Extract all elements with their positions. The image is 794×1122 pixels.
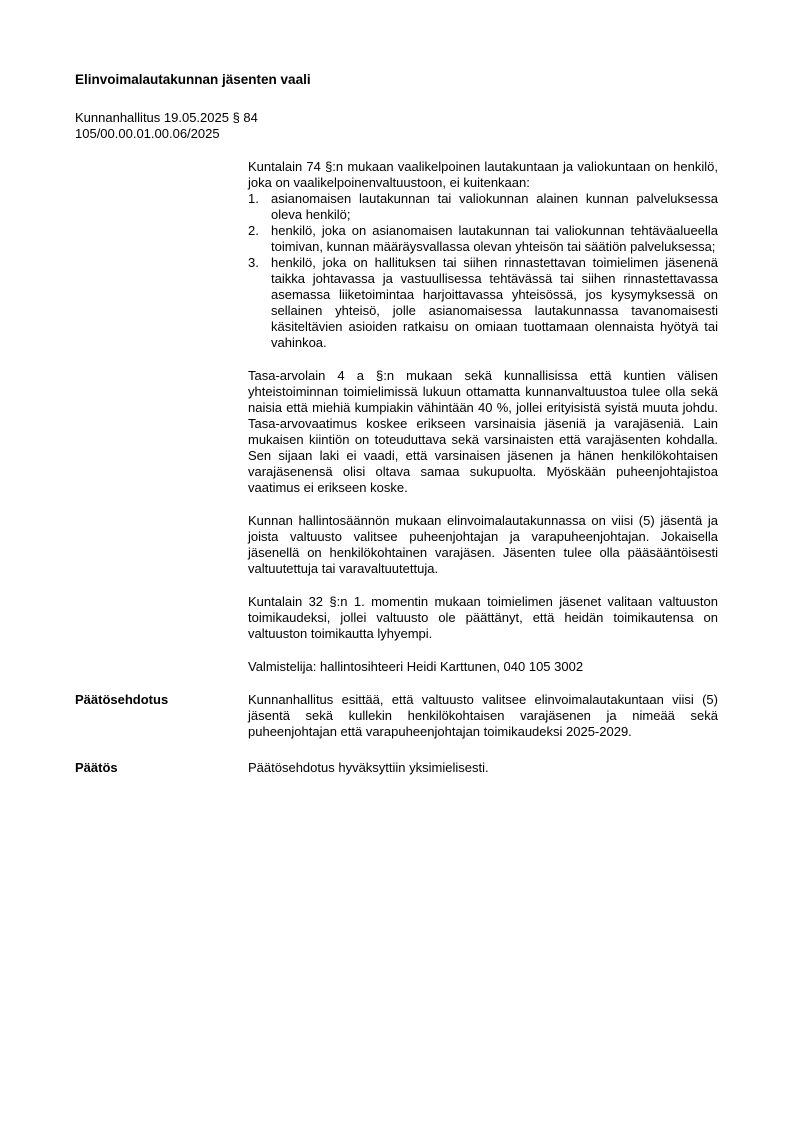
list-item	[248, 191, 718, 223]
paragraph-tasa-arvolaki: Tasa-arvolain 4 a §:n mukaan sekä kunnallisissa että kuntien välisen yhteistoiminnan toimielimissä lukuun ottamatta kunnanvaltuustoa tulee olla sekä naisia että miehiä kumpiakin vähintään 40 %, jollei erityisistä syistä muuta johdu. Tasa-arvovaatimus koskee erikseen varsinaisia jäseniä ja varajäseniä. Lain mukaisen kiintiön on toteuduttava sekä varsinaisten että varajäsenten kohdalla. Sen sijaan laki ei vaadi, että varsinaisen jäsenen ja hänen henkilökohtaisen varajäsenensä olisi oltava samaa sukupuolta. Myöskään puheenjohtajistoa vaatimus ei erikseen koske.	[248, 368, 718, 495]
list-item-number: 2.	[248, 223, 259, 238]
list-item-text: henkilö, joka on asianomaisen lautakunnan tai valiokunnan tehtäväalueella toimivan, kunnan määräysvallassa olevan yhteisön tai säätiön palveluksessa;	[271, 223, 718, 254]
document-title: Elinvoimalautakunnan jäsenten vaali	[75, 72, 311, 87]
paragraph-hallintosaanto: Kunnan hallintosäännön mukaan elinvoimalautakunnassa on viisi (5) jäsentä ja joista valtuusto valitsee puheenjohtajan ja varapuheenjohtajan. Jokaisella jäsenellä on henkilökohtainen varajäsen. Jäsenten tulee olla pääsääntöisesti valtuutettuja tai varavaltuutettuja.	[248, 513, 718, 576]
paragraph-valmistelija: Valmistelija: hallintosihteeri Heidi Karttunen, 040 105 3002	[248, 659, 584, 674]
list-item	[248, 255, 718, 351]
document-meta	[75, 110, 718, 142]
section-text: Päätösehdotus hyväksyttiin yksimielisesti.	[248, 760, 489, 775]
intro-paragraph: Kuntalain 74 §:n mukaan vaalikelpoinen lautakuntaan ja valiokuntaan on henkilö, joka on vaalikelpoinenvaltuustoon, ei kuitenkaan:	[248, 159, 718, 190]
list-item-text: asianomaisen lautakunnan tai valiokunnan alainen kunnan palveluksessa oleva henkilö;	[271, 191, 718, 222]
document-body	[248, 159, 718, 675]
list-item-number: 3.	[248, 255, 259, 270]
section-text: Kunnanhallitus esittää, että valtuusto valitsee elinvoimalautakuntaan viisi (5) jäsentä sekä kullekin henkilökohtaisen varajäsenen ja nimeää sekä puheenjohtajan että varapuheenjohtajan toimikaudeksi 2025-2029.	[248, 692, 718, 739]
eligibility-list	[248, 191, 718, 351]
section-paatosehdotus	[75, 692, 718, 740]
paragraph-kuntalaki-32: Kuntalain 32 §:n 1. momentin mukaan toimielimen jäsenet valitaan valtuuston toimikaudeksi, jollei valtuusto ole päättänyt, että heidän toimikautensa on valtuuston toimikautta lyhyempi.	[248, 594, 718, 641]
list-item-number: 1.	[248, 191, 259, 206]
section-paatos	[75, 760, 718, 776]
meta-committee-date: Kunnanhallitus 19.05.2025 § 84	[75, 110, 258, 125]
list-item	[248, 223, 718, 255]
list-item-text: henkilö, joka on hallituksen tai siihen rinnastettavan toimielimen jäsenenä taikka johtavassa ja vastuullisessa tehtävässä tai siihen rinnastettavassa asemassa liiketoimintaa harjoittavassa yhteisössä, jos kysymyksessä on sellainen yhteisö, jolle asianomaisessa lautakunnassa tavanomaisesti käsiteltävien asioiden ratkaisu on omiaan tuottamaan olennaista hyötyä tai vahinkoa.	[271, 255, 718, 350]
section-label: Päätösehdotus	[75, 692, 169, 707]
section-label: Päätös	[75, 760, 118, 775]
meta-case-number: 105/00.00.01.00.06/2025	[75, 126, 220, 141]
